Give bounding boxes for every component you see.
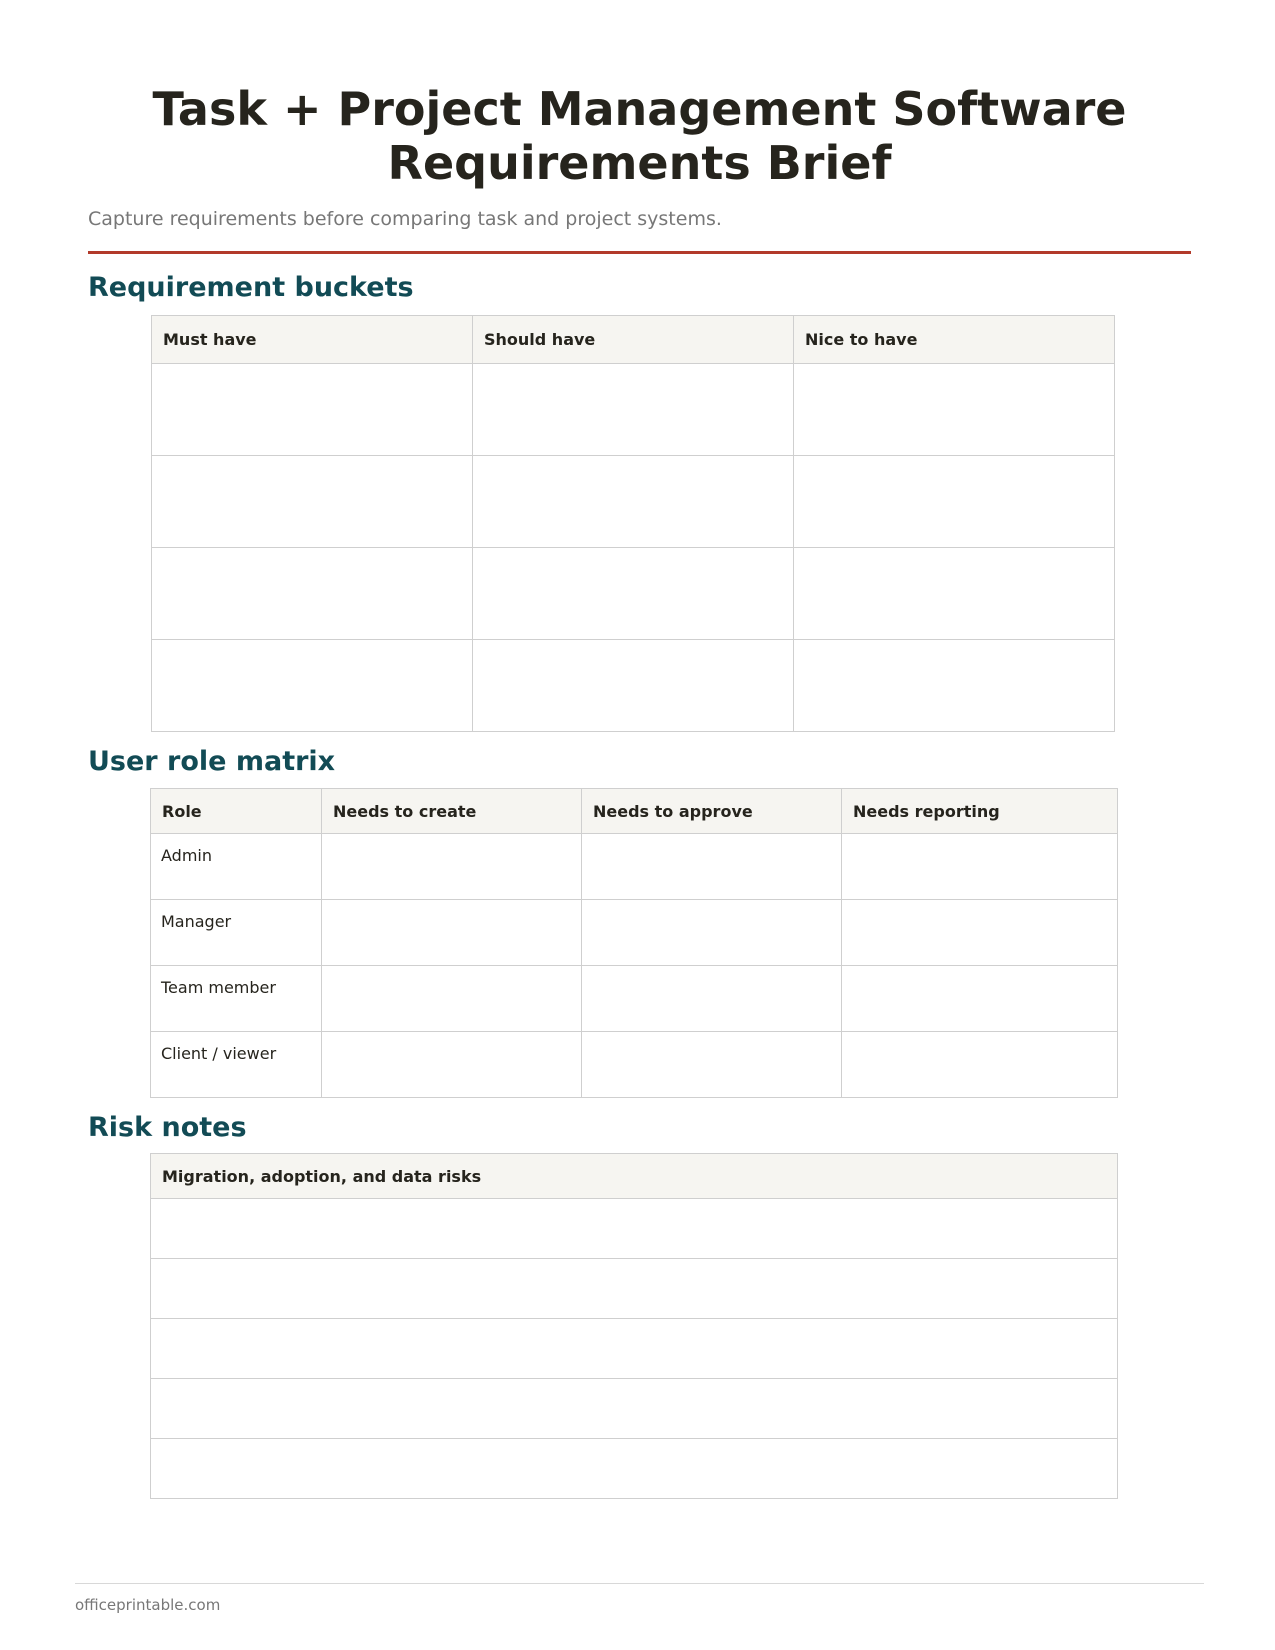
input-cell[interactable] — [151, 1319, 1118, 1379]
table-row — [151, 1259, 1118, 1319]
table-row — [151, 1379, 1118, 1439]
title-divider — [88, 251, 1191, 254]
input-cell[interactable] — [152, 548, 473, 640]
risk-notes-table — [150, 1153, 1118, 1499]
input-cell[interactable] — [152, 364, 473, 456]
input-cell[interactable] — [582, 1032, 842, 1098]
footer-divider — [75, 1583, 1204, 1584]
table-header-row — [151, 1154, 1118, 1199]
column-header-role: Role — [151, 789, 322, 834]
table-row — [152, 548, 1115, 640]
input-cell[interactable] — [152, 456, 473, 548]
column-header-must-have: Must have — [152, 316, 473, 364]
section-heading-user-role-matrix: User role matrix — [88, 746, 336, 777]
input-cell[interactable] — [842, 900, 1118, 966]
input-cell[interactable] — [151, 1379, 1118, 1439]
input-cell[interactable] — [582, 900, 842, 966]
input-cell[interactable] — [582, 834, 842, 900]
input-cell[interactable] — [473, 640, 794, 732]
section-heading-requirement-buckets: Requirement buckets — [88, 272, 414, 303]
table-row — [151, 1199, 1118, 1259]
input-cell[interactable] — [473, 456, 794, 548]
input-cell[interactable] — [151, 1439, 1118, 1499]
input-cell[interactable] — [794, 456, 1115, 548]
user-role-matrix-table — [150, 788, 1118, 1098]
table-row — [152, 456, 1115, 548]
input-cell[interactable] — [794, 548, 1115, 640]
input-cell[interactable] — [842, 834, 1118, 900]
table-row — [152, 640, 1115, 732]
table-row — [152, 364, 1115, 456]
column-header-needs-reporting: Needs reporting — [842, 789, 1118, 834]
table-header-row — [152, 316, 1115, 364]
input-cell[interactable] — [151, 1199, 1118, 1259]
table-row — [151, 966, 1118, 1032]
role-label-client-viewer: Client / viewer — [151, 1032, 322, 1098]
input-cell[interactable] — [582, 966, 842, 1032]
table-row — [151, 1032, 1118, 1098]
table-header-row — [151, 789, 1118, 834]
input-cell[interactable] — [794, 364, 1115, 456]
column-header-needs-to-approve: Needs to approve — [582, 789, 842, 834]
requirement-buckets-table — [151, 315, 1115, 732]
input-cell[interactable] — [473, 548, 794, 640]
input-cell[interactable] — [322, 966, 582, 1032]
column-header-nice-to-have: Nice to have — [794, 316, 1115, 364]
input-cell[interactable] — [794, 640, 1115, 732]
input-cell[interactable] — [152, 640, 473, 732]
input-cell[interactable] — [322, 900, 582, 966]
section-heading-risk-notes: Risk notes — [88, 1112, 247, 1143]
table-row — [151, 1439, 1118, 1499]
column-header-needs-to-create: Needs to create — [322, 789, 582, 834]
role-label-admin: Admin — [151, 834, 322, 900]
document-title: Task + Project Management Software Requirements Brief — [152, 82, 1127, 190]
input-cell[interactable] — [322, 834, 582, 900]
column-header-should-have: Should have — [473, 316, 794, 364]
table-row — [151, 1319, 1118, 1379]
table-row — [151, 900, 1118, 966]
column-header-risks: Migration, adoption, and data risks — [151, 1154, 1118, 1199]
input-cell[interactable] — [151, 1259, 1118, 1319]
role-label-team-member: Team member — [151, 966, 322, 1032]
role-label-manager: Manager — [151, 900, 322, 966]
input-cell[interactable] — [842, 1032, 1118, 1098]
table-row — [151, 834, 1118, 900]
input-cell[interactable] — [473, 364, 794, 456]
input-cell[interactable] — [842, 966, 1118, 1032]
document-subtitle: Capture requirements before comparing task and project systems. — [88, 208, 722, 230]
input-cell[interactable] — [322, 1032, 582, 1098]
footer-site-link[interactable]: officeprintable.com — [75, 1596, 221, 1614]
